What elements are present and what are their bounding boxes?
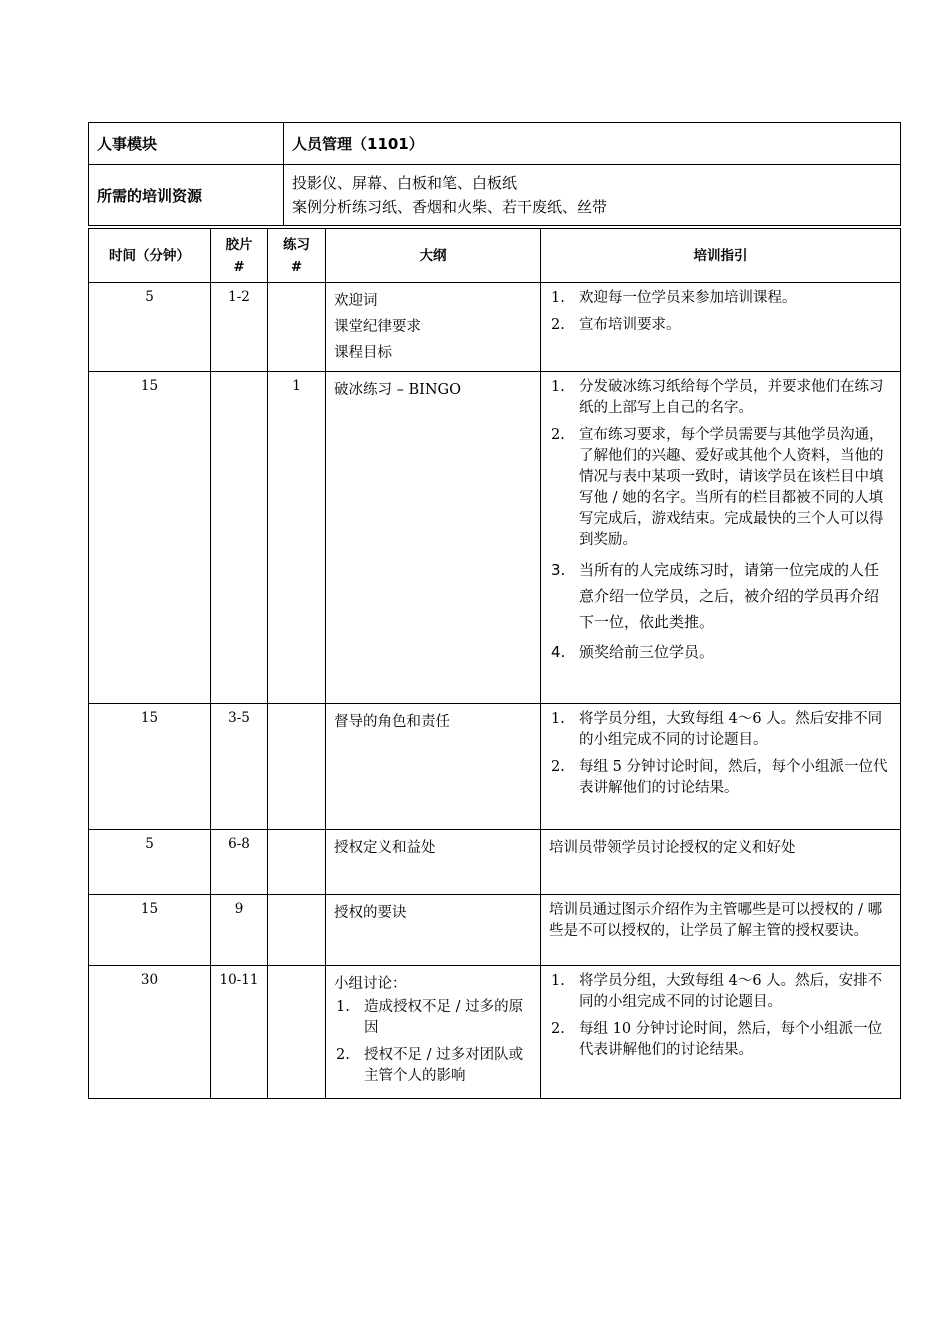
resources-line: 投影仪、屏幕、白板和笔、白板纸 <box>292 174 518 192</box>
slides-cell: 6-8 <box>211 830 268 895</box>
guide-item: 2. 宣布练习要求，每个学员需要与其他学员沟通，了解他们的兴趣、爱好或其他个人资料，当他的情况与表中某项一致时，请该学员在该栏目中填写他 / 她的名字。当所有的栏目都被不同的人填写完成后，游戏结束。完成最快的三个人可以得到奖励。 <box>551 427 884 548</box>
slides-cell: 1-2 <box>211 283 268 372</box>
header-row <box>89 229 901 283</box>
guide-item: 1. 将学员分组，大致每组 4～6 人。然后，安排不同的小组完成不同的讨论题目。 <box>551 973 883 1010</box>
module-value: 人员管理（1101） <box>292 134 424 153</box>
guide-item: 3. 当所有的人完成练习时，请第一位完成的人任意介绍一位学员，之后，被介绍的学员再介绍下一位，依此类推。 <box>551 561 880 631</box>
exercise-cell <box>268 895 326 966</box>
table-row <box>89 895 901 966</box>
time-cell: 15 <box>89 704 211 830</box>
outline-line: 授权的要诀 <box>334 905 407 921</box>
outline-item: 2. 授权不足 / 过多对团队或主管个人的影响 <box>336 1047 524 1084</box>
time-cell: 5 <box>89 830 211 895</box>
slides-cell: 9 <box>211 895 268 966</box>
outline-cell <box>326 283 541 372</box>
guide-cell <box>541 895 901 966</box>
table-row <box>89 283 901 372</box>
outline-cell <box>326 372 541 704</box>
guide-item: 1. 欢迎每一位学员来参加培训课程。 <box>551 290 797 306</box>
guide-item: 2. 每组 10 分钟讨论时间，然后，每个小组派一位代表讲解他们的讨论结果。 <box>551 1021 883 1058</box>
guide-cell <box>541 966 901 1099</box>
outline-line: 破冰练习 – BINGO <box>334 382 462 398</box>
guide-cell <box>541 283 901 372</box>
guide-cell <box>541 704 901 830</box>
guide-cell <box>541 372 901 704</box>
outline-cell <box>326 895 541 966</box>
outline-line: 欢迎词 <box>334 293 378 309</box>
guide-cell <box>541 830 901 895</box>
outline-line: 督导的角色和责任 <box>334 714 450 730</box>
guide-item: 1. 将学员分组，大致每组 4～6 人。然后安排不同的小组完成不同的讨论题目。 <box>551 711 883 748</box>
schedule-table <box>88 228 901 1099</box>
module-info-table <box>88 122 901 226</box>
guide-text: 培训员通过图示介绍作为主管哪些是可以授权的 / 哪些是不可以授权的，让学员了解主管的授权要诀。 <box>549 902 883 939</box>
guide-item: 2. 每组 5 分钟讨论时间，然后，每个小组派一位代表讲解他们的讨论结果。 <box>551 759 888 796</box>
time-cell: 30 <box>89 966 211 1099</box>
exercise-cell <box>268 966 326 1099</box>
outline-cell <box>326 966 541 1099</box>
resources-line: 案例分析练习纸、香烟和火柴、若干废纸、丝带 <box>292 198 608 216</box>
header-guide: 培训指引 <box>541 229 901 283</box>
outline-title: 小组讨论： <box>334 976 407 992</box>
guide-item: 1. 分发破冰练习纸给每个学员，并要求他们在练习纸的上部写上自己的名字。 <box>551 379 884 416</box>
exercise-cell <box>268 704 326 830</box>
outline-cell <box>326 704 541 830</box>
table-row <box>89 372 901 704</box>
guide-item: 2. 宣布培训要求。 <box>551 317 681 333</box>
time-cell: 15 <box>89 895 211 966</box>
time-cell: 5 <box>89 283 211 372</box>
resources-label: 所需的培训资源 <box>89 165 284 226</box>
slides-cell: 10-11 <box>211 966 268 1099</box>
module-label: 人事模块 <box>89 123 284 165</box>
header-outline: 大纲 <box>326 229 541 283</box>
outline-item: 1. 造成授权不足 / 过多的原因 <box>336 999 524 1036</box>
guide-item: 4. 颁奖给前三位学员。 <box>551 643 715 661</box>
header-exercise: 练习 # <box>268 229 326 283</box>
exercise-cell <box>268 283 326 372</box>
table-row <box>89 966 901 1099</box>
resources-value <box>284 165 901 226</box>
header-slides: 胶片 # <box>211 229 268 283</box>
header-time: 时间（分钟） <box>89 229 211 283</box>
exercise-cell: 1 <box>268 372 326 704</box>
outline-line: 授权定义和益处 <box>334 840 436 856</box>
exercise-cell <box>268 830 326 895</box>
outline-line: 课堂纪律要求 <box>334 319 421 335</box>
table-row <box>89 704 901 830</box>
outline-line: 课程目标 <box>334 345 392 361</box>
slides-cell <box>211 372 268 704</box>
table-row <box>89 830 901 895</box>
outline-cell <box>326 830 541 895</box>
guide-text: 培训员带领学员讨论授权的定义和好处 <box>549 840 796 856</box>
slides-cell: 3-5 <box>211 704 268 830</box>
time-cell: 15 <box>89 372 211 704</box>
